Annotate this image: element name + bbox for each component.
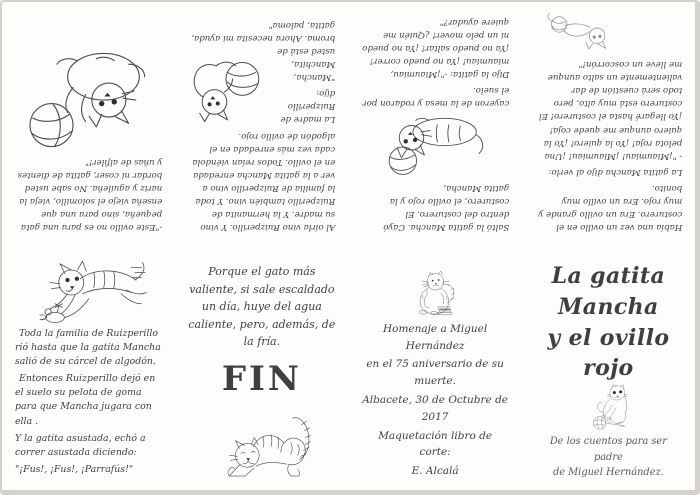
rolling-cat-with-ball-icon bbox=[366, 109, 504, 177]
credits-line: Homenaje a Miguel Hernández bbox=[383, 322, 488, 352]
story-text: Dijo la gatita: -"¡Miaumiau, miaumiau! ¡Ya no puedo correr! ¡Ya no puedo saltar! ¡Ya no puedo ni un pelo mover! ¿Quién me quiere ayudar?" bbox=[361, 17, 509, 80]
story-text: La madre de Ruizperillo dijo: bbox=[280, 88, 336, 125]
cat-on-back-with-ball-icon bbox=[18, 40, 160, 152]
story-text: "Mancha, Manchita, usted está de broma. Ahora necesita mi ayuda, gatita, paloma" bbox=[191, 20, 336, 83]
story-text: Había una vez un ovillo en el costurero. Era un ovillo grande y muy rojo. Era un ovillo muy bonito. bbox=[538, 182, 682, 232]
curled-cat-with-ball-icon bbox=[188, 56, 270, 126]
panel-story-end bbox=[2, 2, 175, 246]
story-text: La gatita Mancha dijo al verlo: bbox=[548, 166, 682, 177]
panel-story-chase bbox=[2, 246, 175, 490]
book-title-line1: La gatita Mancha bbox=[551, 263, 666, 320]
story-text: Entonces Ruizperillo dejó en el suelo su pelota de goma para que Mancha jugara con ella . bbox=[15, 373, 156, 427]
panel-story-fall bbox=[349, 2, 522, 246]
story-text: cayeron de la mesa y rodaron por el suelo. bbox=[362, 85, 509, 109]
fluffy-cat-with-books-icon bbox=[371, 269, 499, 319]
top-row bbox=[2, 2, 695, 246]
book-title bbox=[535, 261, 682, 384]
story-text: "¡Fus!, ¡Fus!, ¡Parrafús!" bbox=[15, 463, 134, 475]
stretching-striped-cat-icon bbox=[188, 401, 348, 480]
bottom-row bbox=[2, 246, 695, 490]
story-text: - "¡Miaumiau! ¡Miaumiau! ¡Una pelota roja! ¡Yo la quiero! ¡Yo la quiero aunque me quede coja! ¡Yo llegaré hasta el costurero! El costurero está muy alto, pero todo será cuestión de dar valientemente un salto aunque me lleve un coscorrón!" bbox=[538, 59, 682, 161]
panel-credits bbox=[349, 246, 522, 490]
fin-label: FIN bbox=[221, 358, 302, 399]
book-title-line2: y el ovillo rojo bbox=[547, 324, 670, 382]
kitten-sketch-icon bbox=[535, 12, 625, 54]
panel-story-family bbox=[175, 2, 348, 246]
credits-line: en el 75 aniversario de su muerte. bbox=[366, 358, 504, 388]
panel-moral-fin bbox=[175, 246, 348, 490]
cover-subtitle: De los cuentos para ser padre de Miguel Hernández. bbox=[549, 436, 667, 478]
story-text: Y la gatita asustada, echó a correr asustada diciendo: bbox=[15, 432, 146, 458]
panel-story-start bbox=[522, 2, 695, 246]
running-cat-and-wind-up-mouse-icon bbox=[15, 255, 175, 327]
credits-line: Maquetación libro de corte: bbox=[378, 429, 493, 459]
kitten-with-yarn-ball-icon bbox=[537, 384, 679, 432]
story-text: Toda la familia de Ruizperillo rió hasta que la gatita Mancha salió de su cárcel de algodón. bbox=[15, 327, 161, 368]
moral-text: Porque el gato más valiente, si sale escaldado un día, huye del agua caliente, pero, además, de la fría. bbox=[188, 265, 336, 349]
story-text: Saltó la gatita Mancha. Cayó dentro del costurero. El costurero, el ovillo rojo y la gatita Mancha, bbox=[382, 182, 509, 232]
story-text: -"Este ovillo no es para una gata pequeña, sino para una que enseña viejo el solomillo, vieja la nariz y aguileña. No sabe usted bordar ni coser, gatita de dientes y uñas de alfiler!" bbox=[17, 156, 163, 232]
credits-line: E. Alcalá bbox=[411, 465, 459, 478]
panel-cover bbox=[522, 246, 695, 490]
credits-line: Albacete, 30 de Octubre de 2017 bbox=[362, 394, 509, 423]
story-text: Al oírla vino Ruizperillo. Y vino su madre. Y la hermanita de Ruizperillo también vino. Y toda la familia de Ruizperillo vino a ver a la gatita Mancha enredada en el ovillo. Todos reían viéndola cada vez más enredada en el algodón de ovillo rojo. bbox=[192, 130, 336, 232]
